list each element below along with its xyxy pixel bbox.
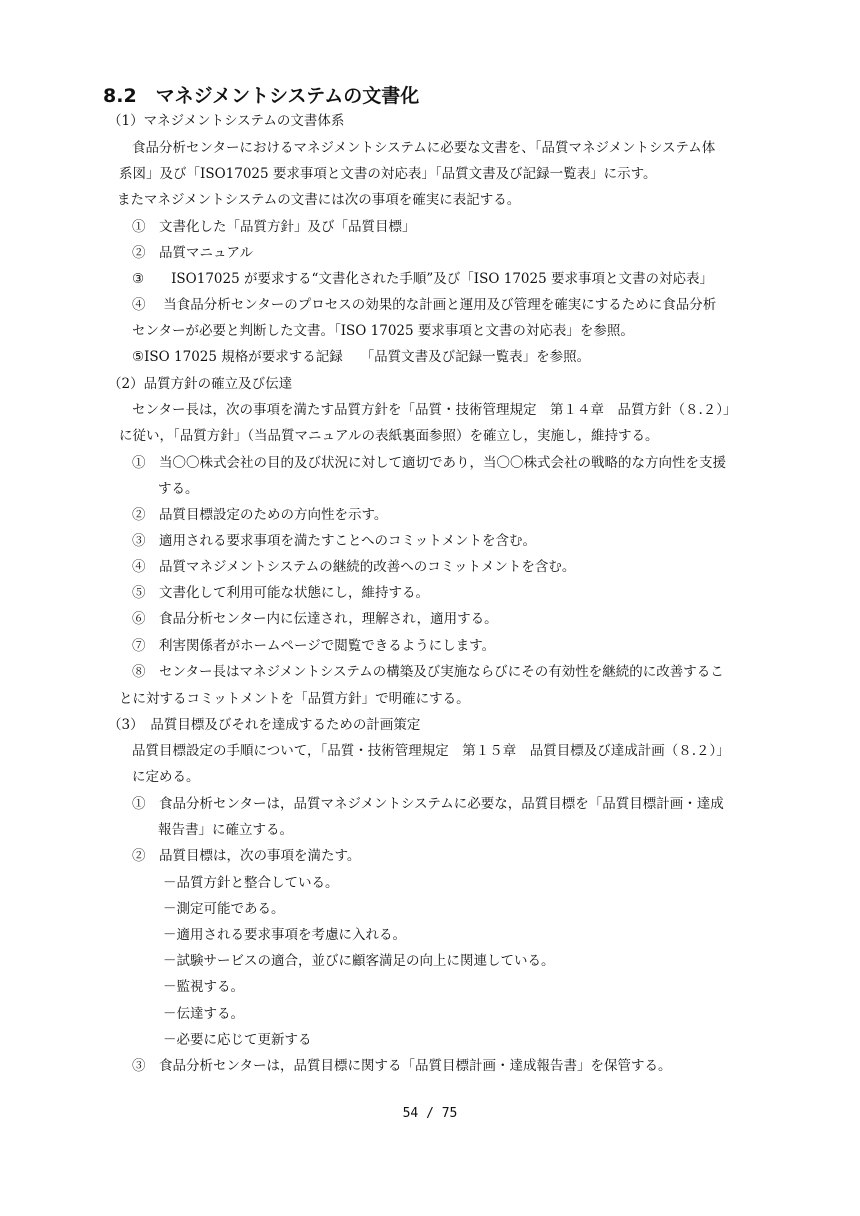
list-item: ④ 当食品分析センターのプロセスの効果的な計画と運用及び管理を確実にするために食品分析 (132, 297, 717, 313)
list-item: ⑦ 利害関係者がホームページで閲覧できるようにします。 (132, 638, 496, 654)
list-item: ⑤ISO 17025 規格が要求する記録 「品質文書及び記録一覧表」を参照。 (132, 349, 591, 365)
sub-list-item: －伝達する。 (163, 1006, 244, 1022)
sub-list-item: －監視する。 (163, 979, 244, 995)
list-item: ⑥ 食品分析センター内に伝達され，理解され，適用する。 (132, 611, 498, 627)
list-item: ③ ISO17025 が要求する“文書化された手順”及び「ISO 17025 要求事項と文書の対応表」 (132, 271, 713, 287)
list-item: ① 文書化した「品質方針」及び「品質目標」 (132, 219, 416, 235)
list-item: ⑧ センター長はマネジメントシステムの構築及び実施ならびにその有効性を継続的に改善するこ (132, 664, 724, 680)
paragraph-line: に定める。 (132, 769, 200, 785)
list-item: ③ 適用される要求事項を満たすことへのコミットメントを含む。 (132, 533, 537, 549)
subsection-heading-2: （2）品質方針の確立及び伝達 (108, 376, 293, 392)
list-item: ④ 品質マネジメントシステムの継続的改善へのコミットメントを含む。 (132, 559, 576, 575)
list-item-continuation: とに対するコミットメントを「品質方針」で明確にする。 (119, 691, 470, 707)
paragraph-line: 系図」及び「ISO17025 要求事項と文書の対応表」「品質文書及び記録一覧表」に示す。 (119, 166, 657, 182)
subsection-heading-3: （3） 品質目標及びそれを達成するための計画策定 (108, 717, 421, 733)
list-item: ① 当〇〇株式会社の目的及び状況に対して適切であり，当〇〇株式会社の戦略的な方向性を支援 (132, 455, 726, 471)
subsection-heading-1: （1）マネジメントシステムの文書体系 (108, 113, 345, 129)
paragraph-line: センター長は，次の事項を満たす品質方針を「品質・技術管理規定 第１４章 品質方針（８.２）」 (132, 402, 737, 418)
sub-list-item: －必要に応じて更新する (163, 1032, 312, 1048)
sub-list-item: －適用される要求事項を考慮に入れる。 (163, 927, 406, 943)
list-item: ③ 食品分析センターは，品質目標に関する「品質目標計画・達成報告書」を保管する。 (132, 1058, 672, 1074)
list-item: ② 品質目標は，次の事項を満たす。 (132, 848, 361, 864)
paragraph-line: 品質目標設定の手順について，「品質・技術管理規定 第１５章 品質目標及び達成計画（８.２）」 (132, 743, 730, 759)
list-item: ② 品質目標設定のための方向性を示す。 (132, 507, 388, 523)
page-number: 54 / 75 (402, 1106, 458, 1121)
list-item-continuation: する。 (158, 481, 199, 497)
list-item: ① 食品分析センターは，品質マネジメントシステムに必要な，品質目標を「品質目標計画・達成 (132, 796, 724, 812)
section-title: 8.2 マネジメントシステムの文書化 (103, 85, 420, 107)
paragraph-line: またマネジメントシステムの文書には次の事項を確実に表記する。 (117, 192, 521, 208)
sub-list-item: －測定可能である。 (163, 901, 285, 917)
list-item-continuation: センターが必要と判断した文書。「ISO 17025 要求事項と文書の対応表」を参照。 (132, 323, 634, 339)
list-item: ⑤ 文書化して利用可能な状態にし，維持する。 (132, 585, 429, 601)
sub-list-item: －試験サービスの適合，並びに顧客満足の向上に関連している。 (163, 953, 555, 969)
paragraph-line: に従い，「品質方針」（当品質マニュアルの表紙裏面参照）を確立し，実施し，維持する。 (119, 428, 659, 444)
list-item-continuation: 報告書」に確立する。 (158, 822, 293, 838)
sub-list-item: －品質方針と整合している。 (163, 875, 339, 891)
paragraph-line: 食品分析センターにおけるマネジメントシステムに必要な文書を、「品質マネジメントシステム体 (132, 140, 716, 156)
list-item: ② 品質マニュアル (132, 245, 253, 261)
